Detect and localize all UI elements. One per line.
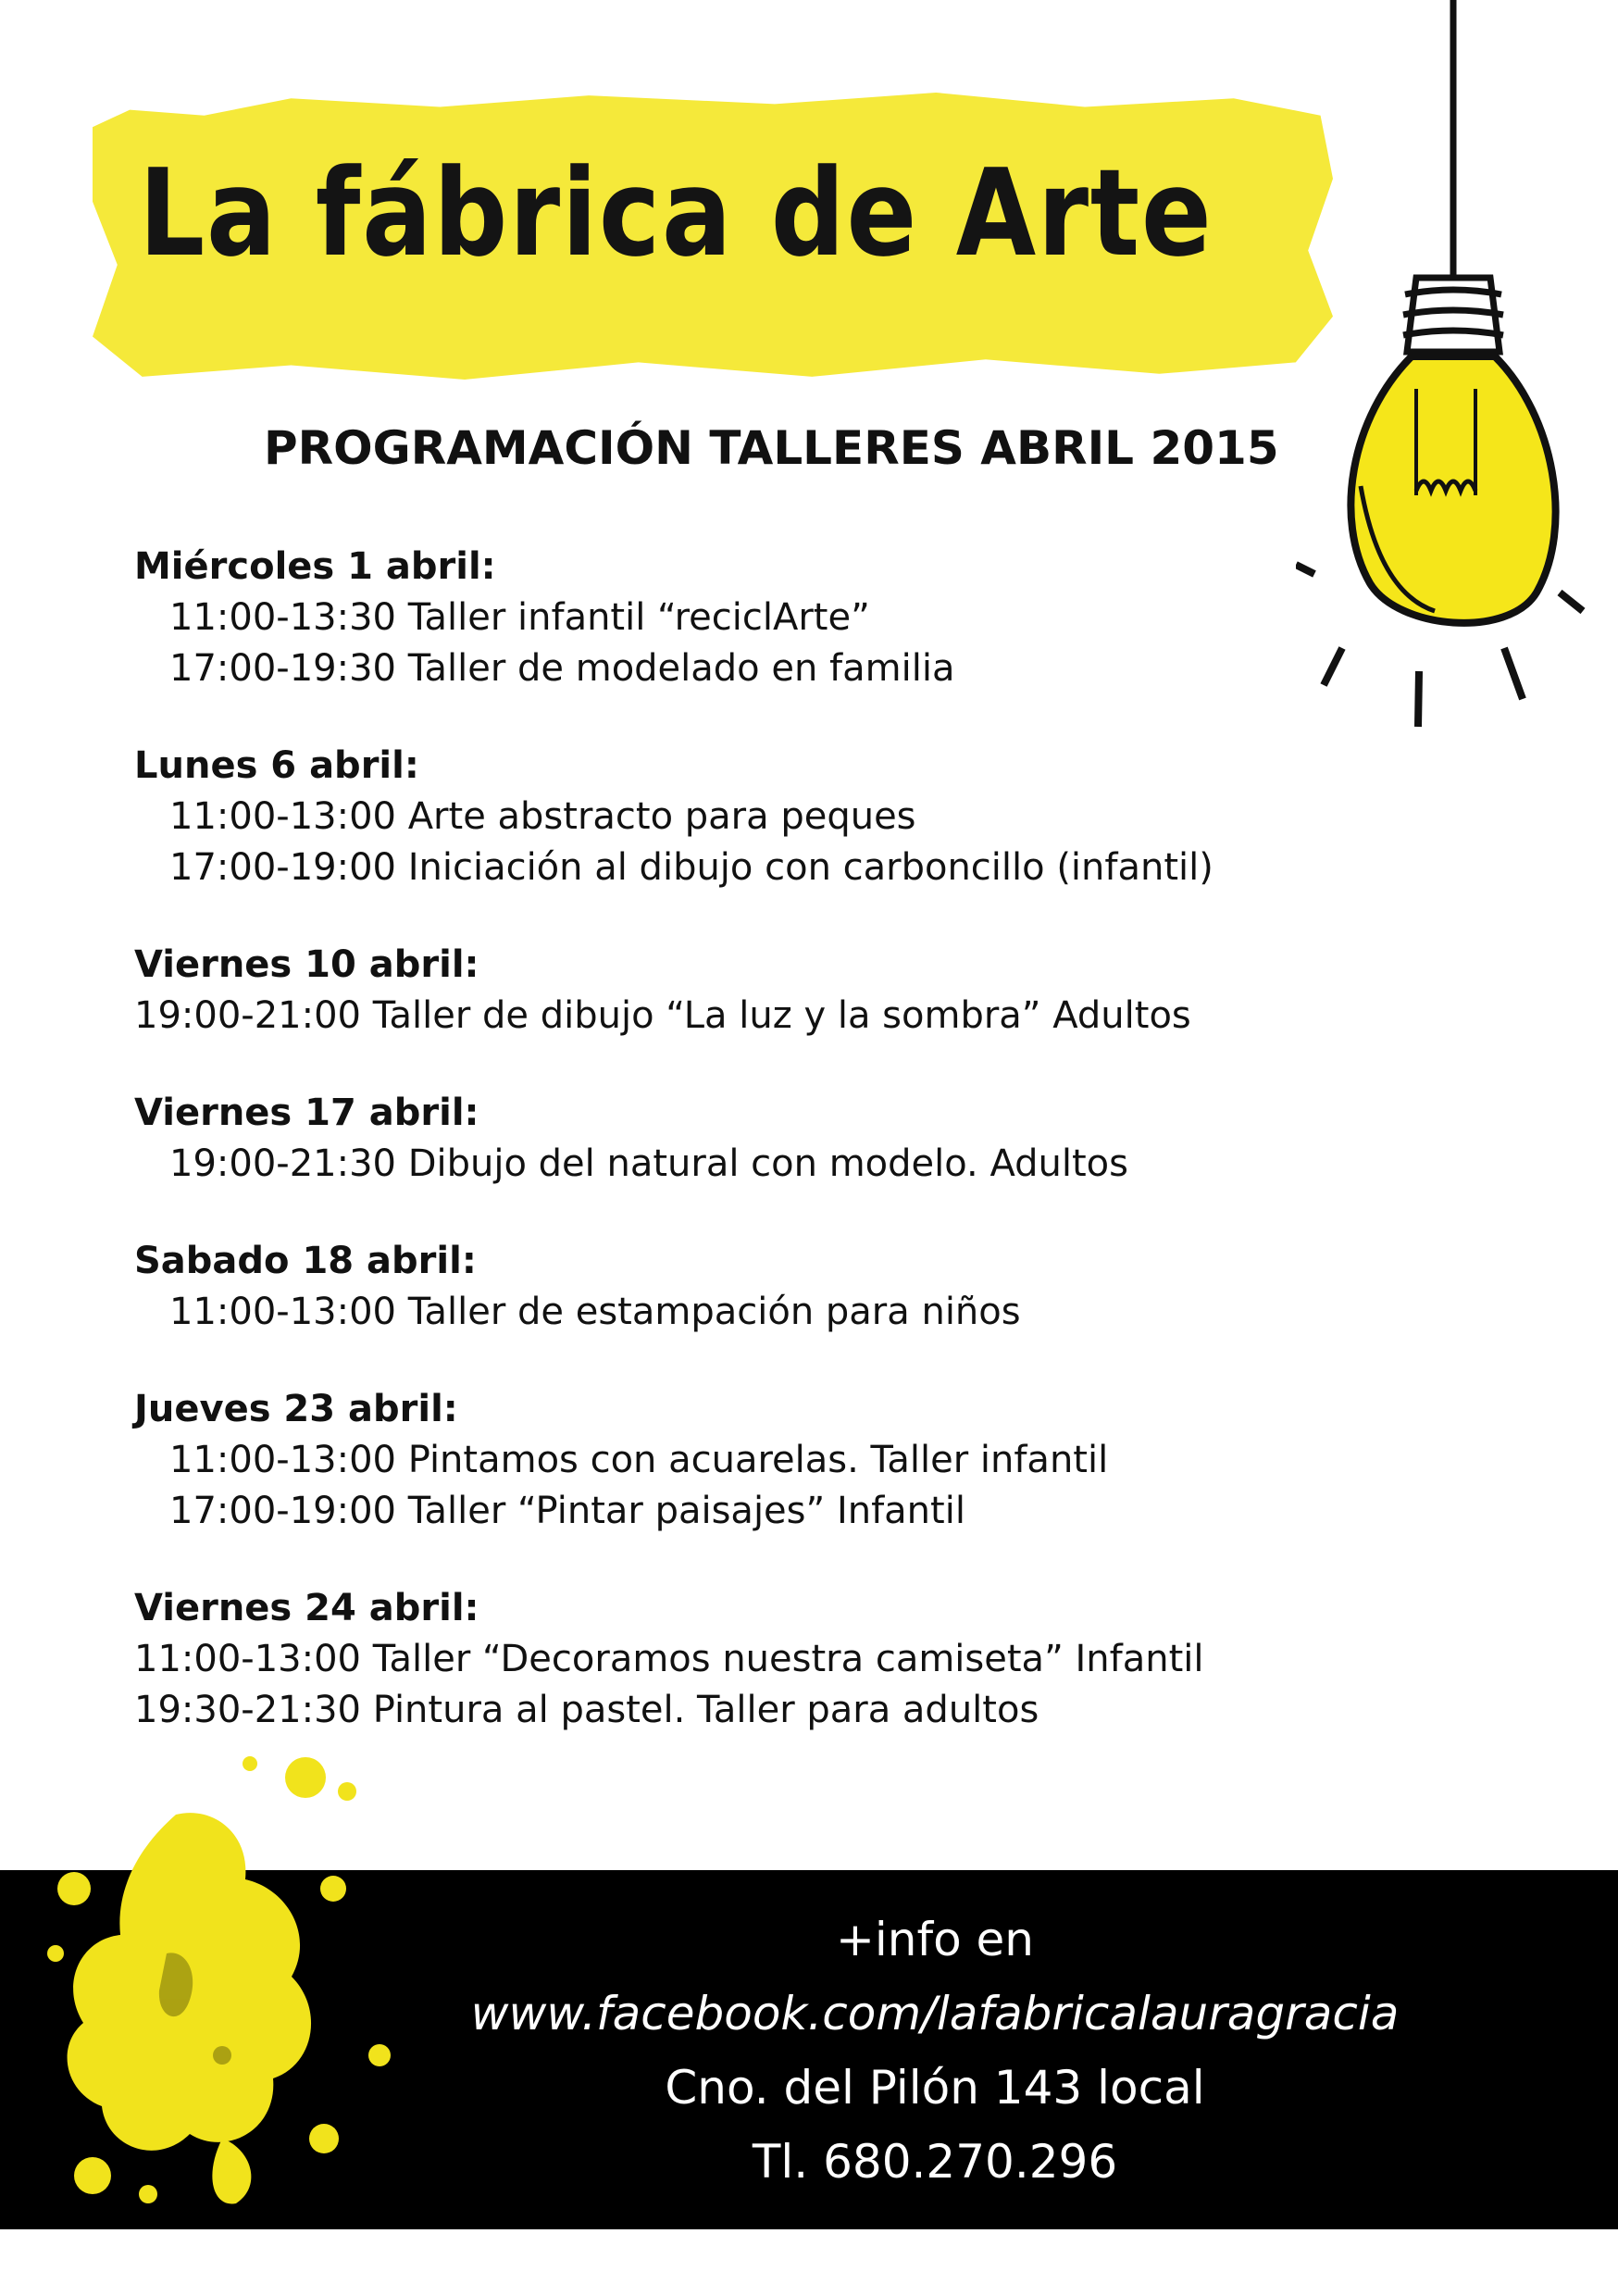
event-line: 17:00-19:00 Taller “Pintar paisajes” Infantil — [169, 1490, 965, 1532]
schedule-list — [134, 542, 1338, 1782]
day-block — [134, 1088, 1338, 1190]
phone-text: Tl. 680.270.296 — [752, 2135, 1118, 2189]
event-line: 19:00-21:30 Dibujo del natural con modelo. Adultos — [169, 1142, 1128, 1185]
facebook-link[interactable]: www.facebook.com/lafabricalauragracia — [470, 1987, 1400, 2040]
day-block — [134, 542, 1338, 694]
day-block — [134, 1583, 1338, 1736]
day-block — [134, 1236, 1338, 1338]
event-line: 17:00-19:00 Iniciación al dibujo con carboncillo (infantil) — [169, 846, 1214, 889]
day-title: Sabado 18 abril: — [134, 1240, 477, 1282]
light-bulb-icon — [1296, 0, 1601, 741]
program-subtitle: PROGRAMACIÓN TALLERES ABRIL 2015 — [264, 421, 1279, 475]
event-line: 19:30-21:30 Pintura al pastel. Taller para adultos — [134, 1689, 1039, 1731]
event-line: 11:00-13:00 Taller “Decoramos nuestra camiseta” Infantil — [134, 1638, 1204, 1680]
day-title: Viernes 10 abril: — [134, 943, 479, 986]
event-line: 11:00-13:00 Pintamos con acuarelas. Taller infantil — [169, 1439, 1109, 1481]
footer-info — [407, 1903, 1462, 2199]
info-label: +info en — [835, 1913, 1034, 1966]
event-line: 19:00-21:00 Taller de dibujo “La luz y la sombra” Adultos — [134, 994, 1191, 1037]
event-line: 11:00-13:00 Taller de estampación para niños — [169, 1291, 1021, 1333]
page-title: La fábrica de Arte — [139, 143, 1214, 283]
paint-splash-icon — [37, 1750, 463, 2213]
event-line: 17:00-19:30 Taller de modelado en familia — [169, 647, 955, 690]
day-block — [134, 1384, 1338, 1537]
day-title: Miércoles 1 abril: — [134, 545, 496, 588]
day-block — [134, 940, 1338, 1042]
day-title: Lunes 6 abril: — [134, 744, 419, 787]
address-text: Cno. del Pilón 143 local — [665, 2061, 1205, 2115]
day-title: Jueves 23 abril: — [134, 1388, 458, 1430]
day-block — [134, 741, 1338, 893]
day-title: Viernes 24 abril: — [134, 1587, 479, 1629]
day-title: Viernes 17 abril: — [134, 1092, 479, 1134]
event-line: 11:00-13:30 Taller infantil “reciclArte” — [169, 596, 870, 639]
event-line: 11:00-13:00 Arte abstracto para peques — [169, 795, 916, 838]
